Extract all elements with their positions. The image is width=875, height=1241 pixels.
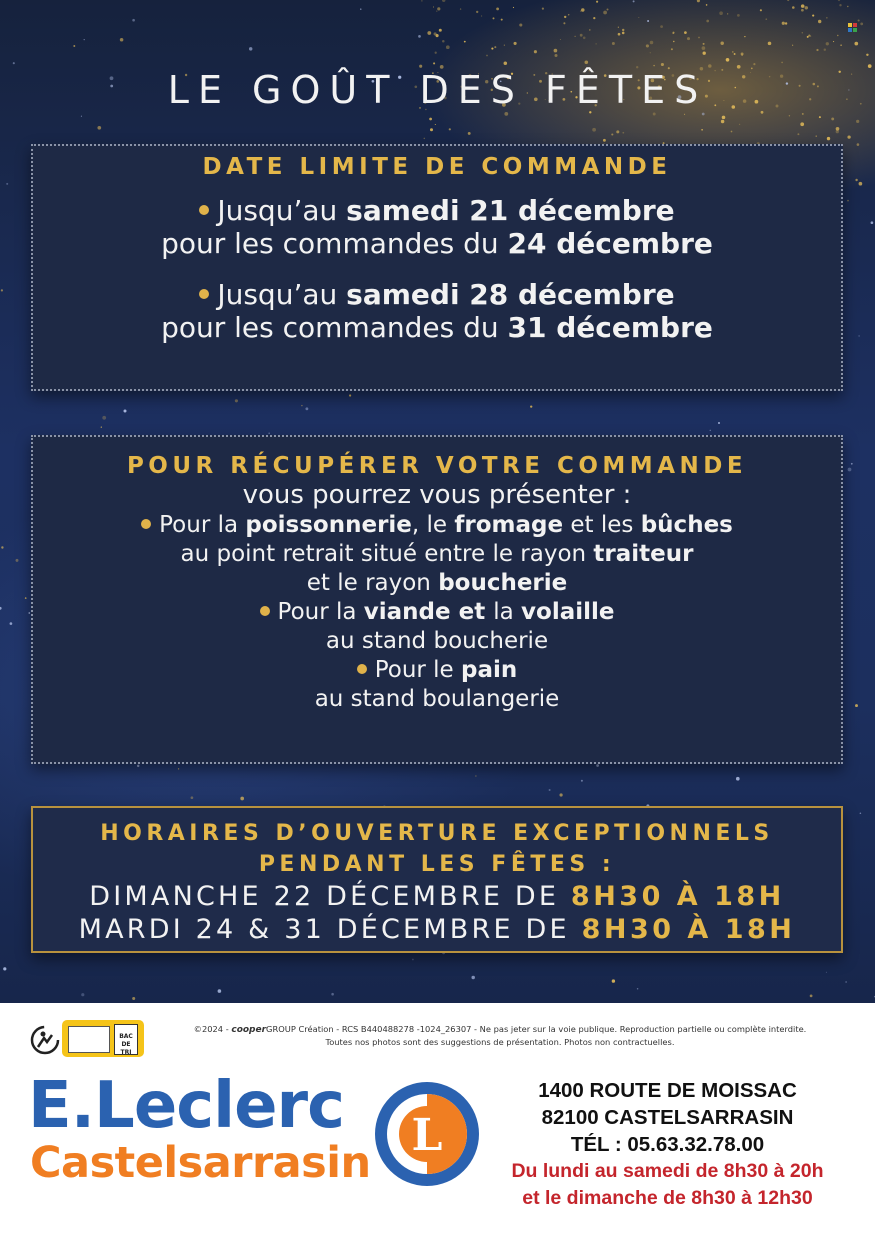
- pickup-item-1-line1: Pour la poissonnerie, le fromage et les bûches: [33, 511, 841, 540]
- pickup-item-1-line3: et le rayon boucherie: [306, 570, 568, 596]
- legal-notice: ©2024 - cooperGROUP Création - RCS B440488278 -1024_26307 - Ne pas jeter sur la voie publique. Reproduction partielle ou complète interdite. Toutes nos photos sont des suggestions de présentation. Photos non contractuelles.: [193, 1024, 807, 1047]
- store-phone: TÉL : 05.63.32.78.00: [570, 1133, 765, 1156]
- hours-heading: HORAIRES D’OUVERTURE EXCEPTIONNELS PENDANT LES FÊTES :: [100, 821, 774, 877]
- deadline-item-1-line2: pour les commandes du 24 décembre: [161, 227, 713, 260]
- exceptional-hours-box: [31, 806, 843, 953]
- pickup-heading: POUR RÉCUPÉRER VOTRE COMMANDE: [126, 453, 748, 479]
- gold-dot-icon: [199, 289, 209, 299]
- leclerc-logo-icon: [373, 1080, 481, 1188]
- gold-dot-icon: [141, 519, 151, 529]
- pickup-item-3-line1: Pour le pain: [33, 656, 841, 685]
- deadline-item-2-line2: pour les commandes du 31 décembre: [161, 311, 713, 344]
- store-contact: [480, 1077, 855, 1212]
- address-line-1: 1400 ROUTE DE MOISSAC: [538, 1079, 797, 1102]
- paper-sorting-icon: [68, 1026, 110, 1053]
- hours-line-1: DIMANCHE 22 DÉCEMBRE DE 8H30 À 18H: [89, 881, 785, 912]
- hours-line-2: MARDI 24 & 31 DÉCEMBRE DE 8H30 À 18H: [78, 914, 796, 945]
- sorting-bin-icon: BAC DE TRI: [114, 1024, 138, 1055]
- triman-recycle-icon: [30, 1025, 60, 1055]
- corner-print-mark-icon: [848, 23, 858, 33]
- pickup-item-3-line2: au stand boulangerie: [314, 686, 560, 712]
- store-brand-name: E.Leclerc: [28, 1069, 344, 1143]
- address-line-2: 82100 CASTELSARRASIN: [541, 1106, 794, 1129]
- page-title: LE GOÛT DES FÊTES: [167, 68, 708, 112]
- gold-dot-icon: [260, 606, 270, 616]
- svg-text:L: L: [411, 1110, 443, 1161]
- pickup-intro: vous pourrez vous présenter :: [242, 480, 632, 510]
- pickup-box: [31, 435, 843, 764]
- store-hours-line-2: et le dimanche de 8h30 à 12h30: [522, 1187, 813, 1209]
- order-deadline-heading: DATE LIMITE DE COMMANDE: [202, 154, 672, 180]
- deadline-item-1-line1: Jusqu’au samedi 21 décembre: [33, 194, 841, 227]
- footer: [0, 1003, 875, 1241]
- store-hours-line-1: Du lundi au samedi de 8h30 à 20h: [511, 1160, 824, 1182]
- gold-dot-icon: [199, 205, 209, 215]
- gold-dot-icon: [357, 664, 367, 674]
- pickup-item-2-line1: Pour la viande et la volaille: [33, 598, 841, 627]
- store-city-name: Castelsarrasin: [30, 1138, 371, 1188]
- order-deadline-box: [31, 144, 843, 391]
- bac-de-tri-icon: [62, 1020, 144, 1057]
- pickup-item-2-line2: au stand boucherie: [325, 628, 549, 654]
- pickup-item-1-line2: au point retrait situé entre le rayon traiteur: [180, 541, 694, 567]
- deadline-item-2-line1: Jusqu’au samedi 28 décembre: [33, 278, 841, 311]
